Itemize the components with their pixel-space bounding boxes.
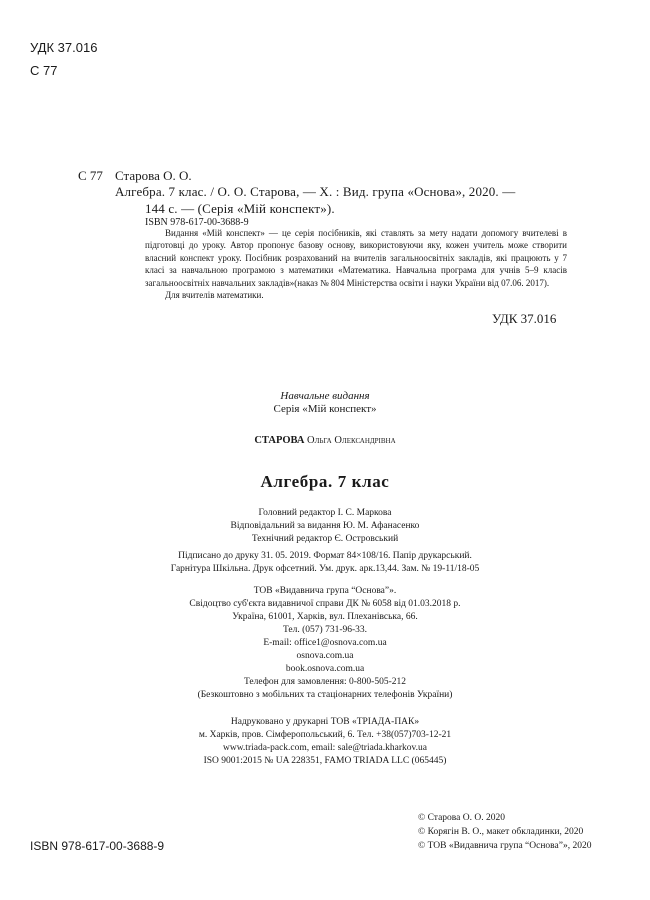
publisher-line: Свідоцтво суб'єкта видавничої справи ДК № 6058 від 01.03.2018 р. xyxy=(189,599,461,609)
printer-block xyxy=(0,716,650,768)
isbn-bottom: ISBN 978-617-00-3688-9 xyxy=(30,839,165,853)
copyright-line: © Корягін В. О., макет обкладинки, 2020 xyxy=(418,827,584,837)
book-title: Алгебра. 7 клас xyxy=(260,472,390,491)
printer-line: www.triada-pack.com, email: sale@triada.kharkov.ua xyxy=(222,743,428,753)
biblio-code: С 77 xyxy=(78,168,103,183)
header-code: С 77 xyxy=(30,63,58,78)
print-info-line: Гарнітура Шкільна. Друк офсетний. Ум. друк. арк.13,44. Зам. № 19-11/18-05 xyxy=(170,564,480,574)
printer-line: ISO 9001:2015 № UA 228351, FAMO TRIADA LLC (065445) xyxy=(203,756,447,766)
credit-line: Технічний редактор Є. Островський xyxy=(251,534,399,544)
biblio-author: Старова О. О. xyxy=(115,168,192,183)
copyright-line: © Старова О. О. 2020 xyxy=(418,813,505,823)
udc-right: УДК 37.016 xyxy=(492,311,557,326)
biblio-line-2: 144 с. — (Серія «Мій конспект»). xyxy=(145,201,335,216)
printer-line: м. Харків, пров. Сімферопольський, 6. Тел. +38(057)703-12-21 xyxy=(198,730,452,740)
biblio-line-1: Алгебра. 7 клас. / О. О. Старова, — Х. : Вид. група «Основа», 2020. — xyxy=(115,184,516,199)
author-surname: СТАРОВА xyxy=(254,435,305,446)
print-info-line: Підписано до друку 31. 05. 2019. Формат 84×108/16. Папір друкарський. xyxy=(178,551,472,561)
publisher-line: Тел. (057) 731-96-33. xyxy=(282,625,368,635)
annotation-text: Видання «Мій конспект» — це серія посібників, які ставлять за мету надати допомогу вчителеві в підготовці до уроку. Автор пропонує базову основу, використовуючи яку, кожен учитель може створити власний конспект уроку. Посібник розрахований на вчителів загальноосвітніх закладів, які працюють у 7 класі за навчальною програмою з математики «Математика. Навчальна програма для учнів 5–9 класів загальноосвітніх навчальних закладів»(наказ № 804 Міністерства освіти і науки України від 07.06. 2017). xyxy=(145,228,567,288)
biblio-isbn: ISBN 978-617-00-3688-9 xyxy=(145,217,249,228)
publisher-email: E-mail: office1@osnova.com.ua xyxy=(263,638,387,648)
copyright-line: © ТОВ «Видавнича група “Основа”», 2020 xyxy=(418,841,592,851)
publisher-book-site: book.osnova.com.ua xyxy=(285,664,365,674)
publisher-phone: Телефон для замовлення: 0-800-505-212 xyxy=(243,677,406,687)
annotation-audience: Для вчителів математики. xyxy=(165,290,264,301)
series-label: Серія «Мій конспект» xyxy=(273,403,377,415)
publisher-line: (Безкоштовно з мобільних та стаціонарних телефонів України) xyxy=(197,690,453,700)
printer-line: Надруковано у друкарні ТОВ «ТРІАДА-ПАК» xyxy=(230,717,420,727)
print-info-block xyxy=(0,550,650,576)
publisher-block xyxy=(0,585,650,702)
publisher-line: Україна, 61001, Харків, вул. Плеханівська, 66. xyxy=(232,612,418,622)
credits-block xyxy=(0,507,650,546)
publisher-line: ТОВ «Видавнича група “Основа”». xyxy=(253,586,397,596)
credit-line: Відповідальний за видання Ю. М. Афанасенко xyxy=(230,521,420,531)
header-udc: УДК 37.016 xyxy=(30,40,98,55)
author-given: Ольга Олександрівна xyxy=(307,435,396,446)
author-full-name xyxy=(0,435,650,446)
annotation xyxy=(145,227,567,301)
publisher-site: osnova.com.ua xyxy=(296,651,354,661)
credit-line: Головний редактор І. С. Маркова xyxy=(258,508,392,518)
edition-type: Навчальне видання xyxy=(280,390,370,402)
